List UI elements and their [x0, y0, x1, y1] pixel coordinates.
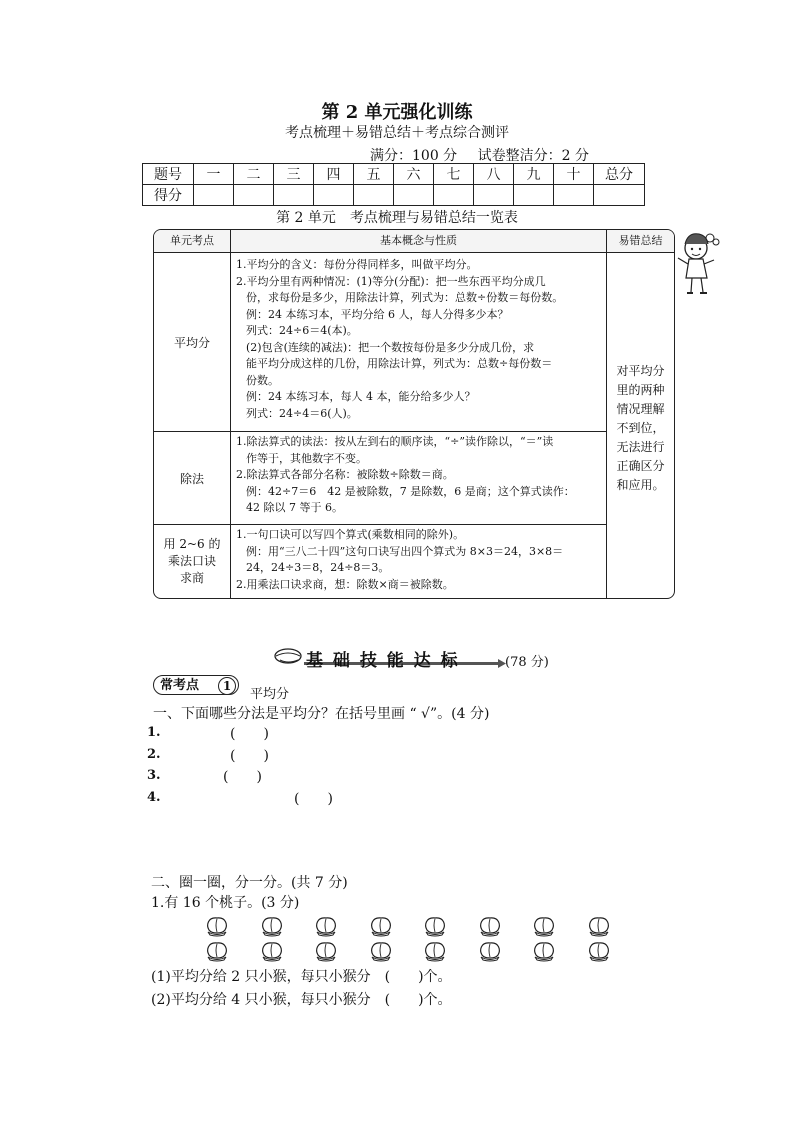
answer-parentheses[interactable]: ( )	[230, 748, 269, 764]
q1-item-number: 1.	[147, 725, 161, 740]
content-line: 例：24 本练习本，每人 4 本，能分给多少人？	[246, 390, 476, 403]
score-input-cell[interactable]	[434, 185, 474, 206]
peach-icon[interactable]	[531, 913, 557, 937]
peach-icon[interactable]	[586, 938, 612, 962]
peach-icon[interactable]	[531, 938, 557, 962]
score-input-cell[interactable]	[274, 185, 314, 206]
score-table-header-row	[143, 164, 645, 185]
row-label-division: 除法	[179, 472, 204, 486]
score-input-cell[interactable]	[314, 185, 354, 206]
mistake-line: 情况理解	[616, 402, 665, 416]
peach-icon[interactable]	[259, 938, 285, 962]
page-title: 第 2 单元强化训练	[321, 102, 473, 123]
score-input-cell[interactable]	[234, 185, 274, 206]
score-input-cell[interactable]	[554, 185, 594, 206]
peach-icon[interactable]	[368, 938, 394, 962]
score-input-cell[interactable]	[194, 185, 234, 206]
row-label-multiplication	[154, 536, 230, 587]
label-line: 求商	[179, 571, 204, 585]
content-line: 例：用“三八二十四”这句口诀写出四个算式为 8×3＝24，3×8＝	[246, 544, 564, 558]
header-concepts: 基本概念与性质	[231, 230, 606, 253]
row-content-division	[236, 434, 606, 517]
q1-item-number: 2.	[147, 747, 161, 762]
header-mistakes: 易错总结	[607, 230, 674, 253]
content-line: 1.平均分的含义：每份分得同样多，叫做平均分。	[236, 258, 478, 271]
neat-score: 试卷整洁分：2 分	[477, 148, 589, 164]
score-cell: 得分	[143, 185, 194, 206]
peach-icon[interactable]	[477, 938, 503, 962]
peach-icon[interactable]	[204, 913, 230, 937]
content-line: 列式：24÷4＝6(人)。	[246, 406, 358, 420]
label-line: 乘法口诀	[167, 554, 216, 568]
score-input-cell[interactable]	[514, 185, 554, 206]
peach-icon[interactable]	[586, 913, 612, 937]
score-cell: 一	[194, 164, 234, 185]
score-table	[142, 163, 645, 206]
mistake-summary	[607, 362, 674, 495]
summary-caption: 第 2 单元 考点梳理与易错总结一览表	[276, 210, 518, 226]
score-cell: 六	[394, 164, 434, 185]
page-subtitle: 考点梳理＋易错总结＋考点综合测评	[285, 125, 509, 141]
row-label-average: 平均分	[173, 336, 210, 350]
peach-icon[interactable]	[313, 938, 339, 962]
score-cell: 十	[554, 164, 594, 185]
mistake-line: 对平均分	[616, 364, 665, 378]
q1-item-number: 3.	[147, 768, 161, 783]
peach-icon[interactable]	[313, 913, 339, 937]
peach-icon[interactable]	[422, 913, 448, 937]
peach-icon[interactable]	[259, 913, 285, 937]
score-cell: 七	[434, 164, 474, 185]
score-cell: 五	[354, 164, 394, 185]
content-line: (2)包含(连续的减法)：把一个数按每份是多少分成几份，求	[246, 340, 535, 354]
key-point-badge	[153, 675, 239, 695]
content-line: 24，24÷3＝8，24÷8＝3。	[246, 561, 390, 574]
peach-icon[interactable]	[204, 938, 230, 962]
q2-sub1: 1.有 16 个桃子。(3 分)	[151, 895, 300, 911]
q2-prompt: 二、圈一圈，分一分。(共 7 分)	[151, 875, 348, 891]
content-line: 2.用乘法口诀求商，想：除数×商＝被除数。	[236, 577, 454, 591]
label-line: 用 2~6 的	[163, 537, 221, 551]
row-content-multiplication	[236, 527, 606, 593]
content-line: 例：24 本练习本，平均分给 6 人，每人分得多少本？	[246, 307, 509, 321]
peach-icon[interactable]	[368, 913, 394, 937]
badge-text: 常考点	[160, 678, 200, 693]
mistake-line: 里的两种	[616, 383, 665, 397]
score-cell: 题号	[143, 164, 194, 185]
content-line: 份数。	[246, 373, 279, 387]
cartoon-girl-icon	[674, 230, 724, 298]
peach-icon[interactable]	[422, 938, 448, 962]
section-title: 基 础 技 能 达 标	[306, 651, 460, 671]
score-input-cell[interactable]	[474, 185, 514, 206]
answer-parentheses[interactable]: ( )	[230, 726, 269, 742]
full-score: 满分：100 分	[370, 148, 458, 164]
content-line: 份，求每份是多少，用除法计算，列式为：总数÷份数＝每份数。	[246, 291, 564, 304]
q1-item-number: 4.	[147, 790, 161, 805]
row-content-average	[236, 257, 606, 422]
score-cell: 三	[274, 164, 314, 185]
content-line: 能平均分成这样的几份，用除法计算，列式为：总数÷每份数＝	[246, 357, 553, 370]
content-line: 1.除法算式的读法：按从左到右的顺序读，“÷”读作除以，“＝”读	[236, 435, 554, 448]
score-info	[370, 145, 605, 165]
q2-sub-b: (2)平均分给 4 只小猴，每只小猴分 ( )个。	[151, 992, 452, 1008]
mistake-line: 不到位，	[616, 421, 665, 435]
peach-icon[interactable]	[477, 913, 503, 937]
header-unit-point: 单元考点	[154, 230, 230, 253]
content-line: 作等于，其他数字不变。	[246, 451, 367, 465]
score-cell: 九	[514, 164, 554, 185]
q1-prompt: 一、下面哪些分法是平均分？在括号里画 “ √”。(4 分)	[153, 706, 490, 722]
badge-number: 1	[218, 677, 236, 695]
key-point-label: 平均分	[250, 687, 290, 702]
score-input-cell[interactable]	[354, 185, 394, 206]
score-cell: 总分	[594, 164, 645, 185]
content-line: 42 除以 7 等于 6。	[246, 501, 343, 514]
summary-table	[153, 229, 675, 599]
content-line: 2.除法算式各部分名称：被除数÷除数＝商。	[236, 468, 454, 481]
mistake-line: 无法进行	[616, 440, 665, 454]
answer-parentheses[interactable]: ( )	[294, 791, 333, 807]
mistake-line: 正确区分	[616, 459, 665, 473]
content-line: 列式：24÷6＝4(本)。	[246, 324, 358, 337]
content-line: 2.平均分里有两种情况：(1)等分(分配)：把一些东西平均分成几	[236, 274, 546, 288]
section-score: (78 分)	[505, 655, 549, 670]
content-line: 1.一句口诀可以写四个算式(乘数相同的除外)。	[236, 528, 465, 541]
score-cell: 二	[234, 164, 274, 185]
content-line: 例：42÷7＝6 42 是被除数，7 是除数，6 是商；这个算式读作：	[246, 484, 575, 498]
score-cell: 八	[474, 164, 514, 185]
answer-parentheses[interactable]: ( )	[223, 769, 262, 785]
q2-sub-a: (1)平均分给 2 只小猴，每只小猴分 ( )个。	[151, 969, 452, 985]
score-input-cell[interactable]	[594, 185, 645, 206]
score-input-cell[interactable]	[394, 185, 434, 206]
score-table-score-row	[143, 185, 645, 206]
score-cell: 四	[314, 164, 354, 185]
mistake-line: 和应用。	[616, 478, 665, 492]
